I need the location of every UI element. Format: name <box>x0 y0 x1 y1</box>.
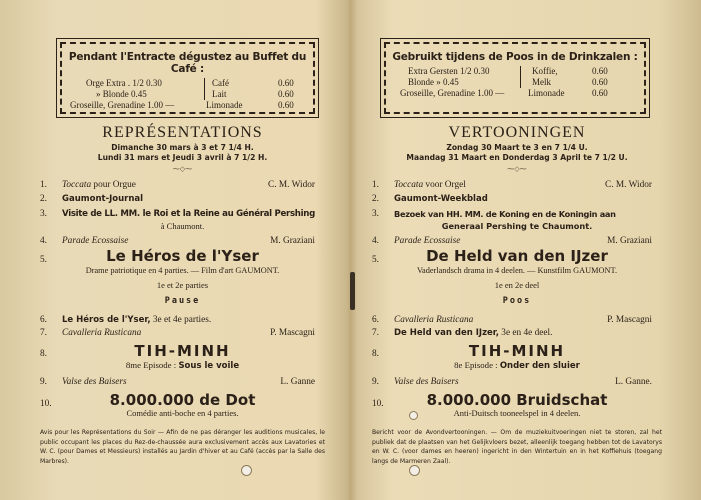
price-item: Lait <box>212 89 227 99</box>
item-number: 7. <box>40 328 47 338</box>
feature-title: Le Héros de l'Yser <box>106 247 259 265</box>
price-item: Orge Extra . 1/2 0.30 <box>86 78 162 88</box>
item-number: 3. <box>372 209 379 219</box>
price-row <box>392 77 638 88</box>
price-item: Melk <box>532 77 551 87</box>
price-table <box>392 66 638 99</box>
item-number: 8. <box>40 349 47 359</box>
item-number: 4. <box>40 236 47 246</box>
price-item: Extra Gersten 1/2 0.30 <box>408 66 490 76</box>
item-number: 2. <box>372 194 379 204</box>
price-value: 0.60 <box>278 100 294 110</box>
item-subtitle: à Chaumont. <box>160 221 205 231</box>
item-title: Gaumont-Weekblad <box>394 194 488 204</box>
item-number: 10. <box>372 399 384 409</box>
date-line: Maandag 31 Maart en Donderdag 3 April te 7 1/2 U. <box>406 153 628 162</box>
price-item: Limonade <box>206 100 243 110</box>
item-title-rest: voor Orgel <box>423 180 466 190</box>
price-table <box>68 78 307 111</box>
price-item: Café <box>212 78 229 88</box>
episode-line <box>372 360 662 371</box>
price-item: Groseille, Grenadine 1.00 — <box>400 88 505 98</box>
item-subtitle: Anti-Duitsch tooneelspel in 4 deelen. <box>453 408 581 418</box>
item-title: Parade Ecossaise <box>62 236 129 246</box>
composer: P. Mascagni <box>607 315 652 325</box>
price-value: 0.60 <box>592 88 608 98</box>
composer: L. Ganne. <box>615 377 652 387</box>
item-title: Gaumont-Journal <box>62 194 144 204</box>
episode-number: 8me Episode : <box>125 360 179 370</box>
item-title: Valse des Baisers <box>394 377 459 387</box>
item-number: 4. <box>372 236 379 246</box>
item-subtitle: Drame patriotique en 4 parties. — Film d'art GAUMONT. <box>85 266 280 275</box>
punch-hole <box>409 465 420 476</box>
item-number: 5. <box>372 255 379 265</box>
item-title-rest: 3e en 4e deel. <box>498 328 553 338</box>
punch-hole <box>409 411 418 420</box>
item-number: 9. <box>372 377 379 387</box>
punch-hole <box>241 465 252 476</box>
intermission: Poos <box>502 296 532 306</box>
page-heading: REPRÉSENTATIONS <box>102 124 263 141</box>
item-number: 10. <box>40 399 52 409</box>
binding-staple <box>350 272 355 310</box>
price-row <box>392 66 638 77</box>
item-title: Visite de LL. MM. le Roi et la Reine au Général Pershing <box>62 209 315 219</box>
item-title: Le Héros de l'Yser, <box>62 315 151 325</box>
right-page <box>372 0 662 500</box>
item-title: Valse des Baisers <box>62 377 127 387</box>
item-number: 6. <box>372 315 379 325</box>
page-heading: VERTOONINGEN <box>448 124 586 141</box>
item-subtitle: 1e en 2e deel <box>494 280 540 290</box>
buffet-title: Gebruikt tijdens de Poos in de Drinkzalen : <box>392 51 638 63</box>
item-title: De Held van den IJzer, <box>394 328 499 338</box>
price-row <box>392 88 638 99</box>
item-subtitle: 1e et 2e parties <box>156 280 209 290</box>
notice: Avis pour les Représentations du Soir — Afin de ne pas déranger les auditions musicales, le public occupant les places du Rez-de-chaussée aura exclusivement accès aux Lavatories et W. C. (pour Dames et Messieurs) installés au Jardin d'hiver et au Café (accès par la Salle des Marbres). <box>40 429 325 465</box>
item-number: 9. <box>40 377 47 387</box>
item-number: 1. <box>372 180 379 190</box>
composer: M. Graziani <box>607 236 652 246</box>
item-number: 8. <box>372 349 379 359</box>
price-row <box>68 78 307 89</box>
composer: C. M. Widor <box>268 180 315 190</box>
item-subtitle: Generaal Pershing te Chaumont. <box>441 221 593 231</box>
date-line: Lundi 31 mars et Jeudi 3 avril à 7 1/2 H. <box>97 153 268 162</box>
feature-title: 8.000.000 Bruidschat <box>426 391 608 409</box>
item-number: 5. <box>40 255 47 265</box>
price-item: Limonade <box>528 88 565 98</box>
intermission: Pause <box>164 296 201 306</box>
date-line: Zondag 30 Maart te 3 en 7 1/4 U. <box>446 143 588 152</box>
item-title: Toccata <box>62 180 92 190</box>
buffet-box <box>60 42 315 114</box>
price-value: 0.60 <box>278 89 294 99</box>
item-number: 2. <box>40 194 47 204</box>
episode-title: Sous le voile <box>178 361 240 371</box>
composer: M. Graziani <box>270 236 315 246</box>
item-number: 7. <box>372 328 379 338</box>
price-row <box>68 89 307 100</box>
date-line: Dimanche 30 mars à 3 et 7 1/4 H. <box>111 143 254 152</box>
item-title: Parade Ecossaise <box>394 236 461 246</box>
feature-title: De Held van den IJzer <box>426 247 608 265</box>
item-title: Bezoek van HH. MM. de Koning en de Koningin aan <box>394 209 616 219</box>
price-value: 0.60 <box>278 78 294 88</box>
item-subtitle: Vaderlandsch drama in 4 deelen. — Kunstfilm GAUMONT. <box>416 266 618 275</box>
item-title: Cavalleria Rusticana <box>394 315 474 325</box>
item-number: 1. <box>40 180 47 190</box>
ornament: ⁓◇⁓ <box>172 165 193 173</box>
price-row <box>68 100 307 111</box>
item-subtitle: Comédie anti-boche en 4 parties. <box>126 408 239 418</box>
episode-line <box>40 360 325 371</box>
item-number: 6. <box>40 315 47 325</box>
buffet-title: Pendant l'Entracte dégustez au Buffet du Café : <box>68 51 307 75</box>
ornament: ⁓◇⁓ <box>507 165 527 173</box>
episode-title: Onder den sluier <box>499 361 580 371</box>
price-value: 0.60 <box>592 66 608 76</box>
serial-title: TIH-MINH <box>468 342 566 360</box>
price-item: Koffie, <box>532 66 558 76</box>
item-title-rest: 3e et 4e parties. <box>150 315 212 325</box>
left-page <box>40 0 325 500</box>
price-item: » Blonde 0.45 <box>96 89 147 99</box>
notice: Bericht voor de Avondvertooningen. — Om de muziekuitvoeringen niet te storen, zal het publiek dat de plaatsen van het Gelijkvloers bezet, alleenlijk toegang hebben tot de Lavatorys en W. C. (voor dames en heeren) ingericht in den Wintertuin en in het Koffiehuis (toegang langs de Marmeren Zaal). <box>372 429 662 465</box>
item-title-rest: pour Orgue <box>91 180 136 190</box>
episode-number: 8e Episode : <box>454 360 500 370</box>
item-number: 3. <box>40 209 47 219</box>
price-item: Groseille, Grenadine 1.00 — <box>70 100 175 110</box>
buffet-box <box>384 42 646 114</box>
price-value: 0.60 <box>592 77 608 87</box>
feature-title: 8.000.000 de Dot <box>109 391 256 409</box>
item-title: Toccata <box>394 180 424 190</box>
composer: P. Mascagni <box>270 328 315 338</box>
serial-title: TIH-MINH <box>134 342 231 360</box>
composer: L. Ganne <box>280 377 315 387</box>
price-item: Blonde » 0.45 <box>408 77 459 87</box>
item-title: Cavalleria Rusticana <box>62 328 142 338</box>
composer: C. M. Widor <box>605 180 652 190</box>
